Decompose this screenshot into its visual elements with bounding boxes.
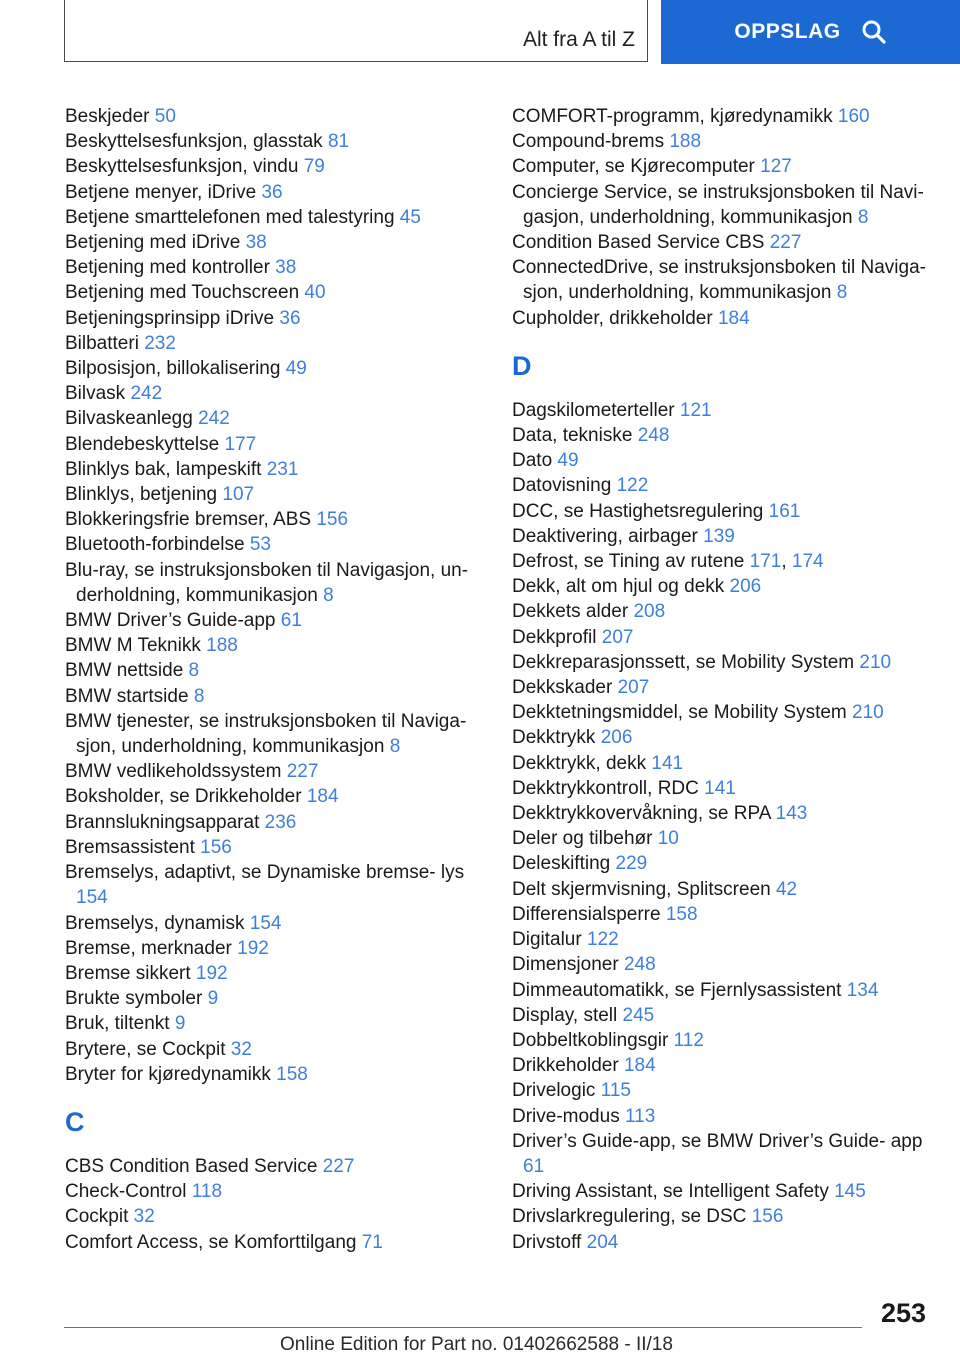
index-term: Drive-modus bbox=[512, 1105, 620, 1127]
page-reference-link[interactable]: 174 bbox=[791, 551, 824, 573]
page-reference-link[interactable]: 192 bbox=[195, 962, 228, 984]
index-term: Drikkeholder bbox=[512, 1055, 619, 1077]
index-term: Compound-brems bbox=[512, 131, 665, 153]
page-reference-link[interactable]: 245 bbox=[622, 1004, 655, 1026]
header-tab-label: Alt fra A til Z bbox=[522, 28, 635, 51]
page-number: 253 bbox=[880, 1298, 926, 1328]
index-entry bbox=[512, 700, 932, 725]
page-reference-link[interactable]: 177 bbox=[224, 433, 257, 455]
index-term: Dekktrykkontroll, RDC bbox=[512, 777, 699, 799]
index-entry bbox=[512, 826, 932, 851]
header-lookup-label: OPPSLAG bbox=[734, 20, 841, 43]
page-reference-link[interactable]: 71 bbox=[361, 1231, 383, 1253]
index-entry bbox=[512, 725, 932, 750]
index-term: Bruk, tiltenkt bbox=[65, 1013, 170, 1035]
index-entry bbox=[512, 306, 932, 331]
index-entry bbox=[512, 1179, 932, 1204]
page-reference-link[interactable]: 122 bbox=[586, 929, 619, 951]
index-term: Cockpit bbox=[65, 1206, 129, 1228]
page-reference-link[interactable]: 122 bbox=[616, 475, 649, 497]
index-entry bbox=[65, 911, 475, 936]
index-entry bbox=[65, 1179, 475, 1204]
page-reference-link[interactable]: 9 bbox=[207, 988, 219, 1010]
page-reference-link[interactable]: 36 bbox=[261, 181, 283, 203]
index-term: Dimmeautomatikk, se Fjernlysassistent bbox=[512, 979, 842, 1001]
index-entry bbox=[65, 482, 475, 507]
index-term: COMFORT-programm, kjøredynamikk bbox=[512, 106, 833, 127]
index-term: Dobbeltkoblingsgir bbox=[512, 1029, 669, 1051]
page-reference-link[interactable]: 207 bbox=[617, 677, 650, 699]
index-section-letter: D bbox=[512, 350, 532, 381]
index-entry bbox=[512, 776, 932, 801]
index-term: Differensialsperre bbox=[512, 903, 661, 925]
index-entry bbox=[65, 280, 475, 305]
index-entry bbox=[512, 751, 932, 776]
page-reference-link[interactable]: 242 bbox=[130, 383, 163, 405]
index-entry bbox=[512, 1078, 932, 1103]
index-term: Data, tekniske bbox=[512, 425, 633, 447]
page-reference-link[interactable]: 188 bbox=[669, 131, 702, 153]
index-section-letter: C bbox=[65, 1106, 85, 1137]
index-entry bbox=[512, 398, 932, 423]
page-reference-link[interactable]: 121 bbox=[679, 399, 712, 421]
index-term: Betjening med iDrive bbox=[65, 232, 241, 254]
page-reference-link[interactable]: 38 bbox=[275, 257, 297, 279]
index-entry bbox=[65, 180, 475, 205]
index-term: Brannslukningsapparat bbox=[65, 811, 260, 833]
index-term: Drivslarkregulering, se DSC bbox=[512, 1206, 747, 1228]
index-entry bbox=[65, 986, 475, 1011]
page-reference-link[interactable]: 208 bbox=[633, 601, 666, 623]
page-reference-link[interactable]: 107 bbox=[222, 484, 255, 506]
page-reference-link[interactable]: 118 bbox=[191, 1181, 223, 1203]
index-term: Bluetooth-forbindelse bbox=[65, 534, 245, 556]
page-reference-link[interactable]: 227 bbox=[769, 232, 802, 254]
index-entry bbox=[512, 851, 932, 876]
index-term: Dagskilometerteller bbox=[512, 399, 675, 421]
index-entry bbox=[512, 104, 932, 129]
footer-divider bbox=[64, 1327, 862, 1328]
page-reference-link[interactable]: 8 bbox=[389, 736, 401, 758]
index-entry bbox=[65, 129, 475, 154]
page-reference-link[interactable]: 8 bbox=[188, 660, 200, 682]
page-reference-link[interactable]: 127 bbox=[760, 156, 792, 178]
index-entry bbox=[65, 784, 475, 809]
page-reference-link[interactable]: 210 bbox=[859, 651, 892, 673]
page-reference-link[interactable]: 8 bbox=[836, 282, 848, 304]
page-reference-link[interactable]: 49 bbox=[557, 450, 579, 472]
index-term: Dekktetningsmiddel, se Mobility System bbox=[512, 702, 847, 724]
page-reference-link[interactable]: 79 bbox=[303, 156, 325, 178]
page-reference-link[interactable]: 171 bbox=[749, 551, 782, 573]
page-reference-link[interactable]: 210 bbox=[852, 702, 884, 724]
index-entry bbox=[512, 423, 932, 448]
index-term: Dekktrykkovervåkning, se RPA bbox=[512, 803, 771, 825]
index-entry bbox=[512, 180, 932, 230]
page-reference-link[interactable]: 61 bbox=[523, 1155, 545, 1177]
index-term: Bryter for kjøredynamikk bbox=[65, 1063, 271, 1085]
index-entry bbox=[65, 507, 475, 532]
page-reference-link[interactable]: 8 bbox=[323, 584, 334, 606]
page-reference-link[interactable]: 188 bbox=[206, 635, 238, 657]
page-reference-link[interactable]: 248 bbox=[637, 425, 670, 447]
index-entry bbox=[512, 952, 932, 977]
footer-edition-text: Online Edition for Part no. 01402662588 - II/18 bbox=[280, 1334, 673, 1355]
page-reference-link[interactable]: 145 bbox=[834, 1181, 866, 1203]
index-term: Bilposisjon, billokalisering bbox=[65, 358, 281, 380]
header-tab-lookup[interactable] bbox=[661, 0, 960, 64]
page-reference-link[interactable]: 8 bbox=[857, 206, 869, 228]
search-icon[interactable] bbox=[861, 19, 887, 45]
index-term: Driving Assistant, se Intelligent Safety bbox=[512, 1181, 829, 1203]
index-entry bbox=[512, 448, 932, 473]
index-entry bbox=[512, 650, 932, 675]
index-term: Brytere, se Cockpit bbox=[65, 1038, 226, 1060]
index-term: Bilvaskeanlegg bbox=[65, 408, 193, 430]
index-entry bbox=[512, 1028, 932, 1053]
page-reference-link[interactable]: 40 bbox=[304, 282, 326, 304]
index-term: Bremselys, dynamisk bbox=[65, 912, 245, 934]
index-entry: Defrost, se Tining av rutene 171, 174 bbox=[512, 551, 824, 573]
index-term: Comfort Access, se Komforttilgang bbox=[65, 1231, 357, 1253]
index-entry bbox=[512, 927, 932, 952]
index-term: Betjening med Touchscreen bbox=[65, 282, 300, 304]
page-reference-link[interactable]: 160 bbox=[837, 106, 870, 127]
page-reference-link[interactable]: 229 bbox=[615, 853, 648, 875]
page-reference-link[interactable]: 154 bbox=[76, 887, 108, 909]
page-reference-link[interactable]: 206 bbox=[729, 576, 762, 598]
index-entry bbox=[65, 306, 475, 331]
index-term: Blinklys, betjening bbox=[65, 484, 218, 506]
index-entry bbox=[65, 255, 475, 280]
page-reference-link[interactable]: 184 bbox=[623, 1055, 656, 1077]
index-entry bbox=[65, 759, 475, 784]
page-reference-link[interactable]: 184 bbox=[717, 307, 750, 329]
index-term: Blokkeringsfrie bremser, ABS bbox=[65, 509, 312, 531]
page-reference-link[interactable]: 53 bbox=[249, 534, 271, 556]
index-entry bbox=[512, 978, 932, 1003]
index-term: Bremselys, adaptivt, se Dynamiske bremse‐ lys bbox=[65, 862, 465, 884]
index-entry bbox=[512, 574, 932, 599]
page-reference-link[interactable]: 113 bbox=[624, 1105, 656, 1127]
index-entry bbox=[65, 205, 475, 230]
index-entry bbox=[512, 1204, 932, 1229]
index-entry bbox=[65, 154, 475, 179]
page-reference-link[interactable]: 236 bbox=[264, 811, 297, 833]
index-entry bbox=[65, 104, 475, 129]
index-entry bbox=[65, 709, 475, 759]
index-term: Digitalur bbox=[512, 929, 582, 951]
index-term: Driver’s Guide-app, se BMW Driver’s Guide- app bbox=[512, 1130, 923, 1152]
page-reference-link[interactable]: 158 bbox=[665, 903, 698, 925]
page-reference-link[interactable]: 231 bbox=[266, 458, 299, 480]
index-column-right bbox=[512, 104, 932, 1255]
index-term: Betjene smarttelefonen med talestyring bbox=[65, 206, 395, 228]
index-term: Bremse sikkert bbox=[65, 962, 191, 984]
page-reference-link[interactable]: 192 bbox=[237, 937, 269, 959]
index-term: Blinklys bak, lampeskift bbox=[65, 458, 262, 480]
page-reference-link[interactable]: 207 bbox=[601, 626, 634, 648]
index-entry bbox=[65, 356, 475, 381]
page-reference-link[interactable]: 112 bbox=[673, 1029, 704, 1051]
index-term: Drivstoff bbox=[512, 1231, 582, 1253]
index-term: Drivelogic bbox=[512, 1080, 596, 1102]
index-entry bbox=[65, 684, 475, 709]
index-entry bbox=[65, 633, 475, 658]
index-term: Deler og tilbehør bbox=[512, 828, 653, 850]
index-term: Dekk, alt om hjul og dekk bbox=[512, 576, 725, 598]
page-reference-link[interactable]: 81 bbox=[327, 131, 350, 153]
index-term: Dekkskader bbox=[512, 677, 613, 699]
index-entry bbox=[65, 1154, 475, 1179]
index-entry bbox=[65, 1011, 475, 1036]
index-entry bbox=[65, 961, 475, 986]
index-entry bbox=[512, 1230, 932, 1255]
index-term: Beskjeder bbox=[65, 106, 150, 127]
page-reference-link[interactable]: 8 bbox=[193, 685, 205, 707]
index-entry bbox=[512, 154, 932, 179]
index-term: Dekkets alder bbox=[512, 601, 629, 623]
index-term: Betjene menyer, iDrive bbox=[65, 181, 257, 203]
index-entry bbox=[65, 432, 475, 457]
index-entry bbox=[65, 1037, 475, 1062]
index-term: Computer, se Kjørecomputer bbox=[512, 156, 755, 178]
index-term: BMW M Teknikk bbox=[65, 635, 201, 657]
index-term: Beskyttelsesfunksjon, vindu bbox=[65, 156, 299, 178]
index-entry bbox=[512, 230, 932, 255]
index-column-left bbox=[65, 104, 475, 1255]
index-term: Deleskifting bbox=[512, 853, 611, 875]
page-reference-link[interactable]: 156 bbox=[751, 1206, 784, 1228]
page-reference-link[interactable]: 32 bbox=[133, 1206, 155, 1228]
index-entry bbox=[65, 558, 475, 608]
page-reference-link[interactable]: 156 bbox=[200, 836, 232, 858]
index-term: Display, stell bbox=[512, 1004, 618, 1026]
index-term: Dimensjoner bbox=[512, 954, 619, 976]
index-entry bbox=[65, 406, 475, 431]
index-term: Beskyttelsesfunksjon, glasstak bbox=[65, 131, 323, 153]
page-reference-link[interactable]: 42 bbox=[775, 878, 798, 900]
page-reference-link[interactable]: 115 bbox=[600, 1080, 631, 1102]
index-entry bbox=[512, 255, 932, 305]
index-term: BMW tjenester, se instruksjonsboken til Naviga‐ sjon, underholdning, kommunikasjon bbox=[65, 710, 467, 758]
index-entry bbox=[65, 810, 475, 835]
index-term: Blu-ray, se instruksjonsboken til Navigasjon, un‐ derholdning, kommunikasjon bbox=[65, 559, 469, 606]
index-term: Bremse, merknader bbox=[65, 937, 232, 959]
page-reference-link[interactable]: 206 bbox=[600, 727, 633, 749]
index-entry bbox=[512, 1129, 932, 1179]
index-entry bbox=[65, 1230, 475, 1255]
page-reference-link[interactable]: 204 bbox=[586, 1231, 619, 1253]
index-entry bbox=[65, 608, 475, 633]
index-term: BMW nettside bbox=[65, 660, 184, 682]
index-term: Bilvask bbox=[65, 383, 126, 405]
index-term: Dato bbox=[512, 450, 553, 472]
index-term: Bilbatteri bbox=[65, 332, 139, 354]
page-reference-link[interactable]: 184 bbox=[306, 786, 339, 808]
index-term: Dekktrykk, dekk bbox=[512, 752, 647, 774]
page-reference-link[interactable]: 134 bbox=[846, 979, 879, 1001]
index-entry bbox=[512, 599, 932, 624]
index-term: Condition Based Service CBS bbox=[512, 232, 765, 254]
page-reference-link[interactable]: 139 bbox=[703, 525, 735, 547]
index-entry bbox=[65, 1062, 475, 1087]
index-entry bbox=[512, 1003, 932, 1028]
index-term: Concierge Service, se instruksjonsboken til Navi‐ gasjon, underholdning, kommunikasjon bbox=[512, 181, 924, 228]
page-reference-link[interactable]: 36 bbox=[279, 307, 301, 329]
page-reference-link[interactable]: 227 bbox=[322, 1155, 355, 1177]
header-tab-a-to-z[interactable] bbox=[64, 0, 648, 62]
page-reference-link[interactable]: 156 bbox=[316, 509, 349, 531]
index-entry bbox=[65, 658, 475, 683]
page-reference-link[interactable]: 10 bbox=[657, 828, 679, 850]
index-term: Defrost, se Tining av rutene bbox=[512, 551, 745, 573]
index-entry bbox=[65, 381, 475, 406]
page-reference-link[interactable]: 154 bbox=[249, 912, 282, 934]
index-entry bbox=[65, 835, 475, 860]
index-term: BMW vedlikeholdssystem bbox=[65, 761, 282, 783]
index-term: Brukte symboler bbox=[65, 988, 203, 1010]
index-entry bbox=[512, 1053, 932, 1078]
page-reference-link[interactable]: 161 bbox=[768, 500, 801, 522]
index-term: Cupholder, drikkeholder bbox=[512, 307, 713, 329]
page-reference-link[interactable]: 38 bbox=[245, 232, 267, 254]
index-term: Datovisning bbox=[512, 475, 612, 497]
page-reference-link[interactable]: 49 bbox=[285, 358, 307, 380]
page-reference-link[interactable]: 32 bbox=[230, 1038, 252, 1060]
index-entry bbox=[512, 877, 932, 902]
index-term: Betjeningsprinsipp iDrive bbox=[65, 307, 275, 329]
index-entry bbox=[512, 499, 932, 524]
index-term: Dekkprofil bbox=[512, 626, 597, 648]
index-term: ConnectedDrive, se instruksjonsboken til Naviga‐ sjon, underholdning, kommunikasjon bbox=[512, 257, 926, 304]
page-reference-link[interactable]: 61 bbox=[280, 610, 302, 632]
index-entry bbox=[512, 625, 932, 650]
index-entry bbox=[512, 129, 932, 154]
page-reference-link[interactable]: 141 bbox=[651, 752, 684, 774]
page-reference-link[interactable]: 232 bbox=[144, 332, 176, 354]
index-term: Dekktrykk bbox=[512, 727, 596, 749]
index-term: Delt skjermvisning, Splitscreen bbox=[512, 878, 771, 900]
index-entry bbox=[65, 457, 475, 482]
index-term: Check-Control bbox=[65, 1181, 187, 1203]
index-term: Boksholder, se Drikkeholder bbox=[65, 786, 302, 808]
index-term: Betjening med kontroller bbox=[65, 257, 270, 279]
page-reference-link[interactable]: 45 bbox=[399, 206, 421, 228]
page-reference-link[interactable]: 9 bbox=[174, 1013, 186, 1035]
page-reference-link[interactable]: 50 bbox=[154, 106, 176, 127]
page-reference-link[interactable]: 141 bbox=[704, 777, 736, 799]
index-entry bbox=[512, 1104, 932, 1129]
page-reference-link[interactable]: 227 bbox=[286, 761, 319, 783]
index-term: BMW Driver’s Guide-app bbox=[65, 610, 276, 632]
index-term: Dekkreparasjonssett, se Mobility System bbox=[512, 651, 855, 673]
index-term: DCC, se Hastighetsregulering bbox=[512, 500, 764, 522]
index-entry bbox=[512, 524, 932, 549]
index-term: CBS Condition Based Service bbox=[65, 1155, 318, 1177]
index-term: Bremsassistent bbox=[65, 836, 195, 858]
index-entry bbox=[512, 902, 932, 927]
index-term: BMW startside bbox=[65, 685, 189, 707]
index-entry bbox=[65, 936, 475, 961]
index-entry bbox=[512, 675, 932, 700]
page-reference-link[interactable]: 143 bbox=[775, 803, 808, 825]
index-entry bbox=[512, 473, 932, 498]
index-entry bbox=[65, 331, 475, 356]
page-reference-link[interactable]: 242 bbox=[198, 408, 230, 430]
index-entry bbox=[65, 230, 475, 255]
index-term: Deaktivering, airbager bbox=[512, 525, 698, 547]
index-entry bbox=[512, 801, 932, 826]
page-reference-link[interactable]: 158 bbox=[276, 1063, 308, 1085]
index-term: Blendebeskyttelse bbox=[65, 433, 220, 455]
index-entry bbox=[65, 1204, 475, 1229]
index-entry bbox=[65, 532, 475, 557]
index-entry bbox=[65, 860, 475, 910]
page-reference-link[interactable]: 248 bbox=[623, 954, 656, 976]
